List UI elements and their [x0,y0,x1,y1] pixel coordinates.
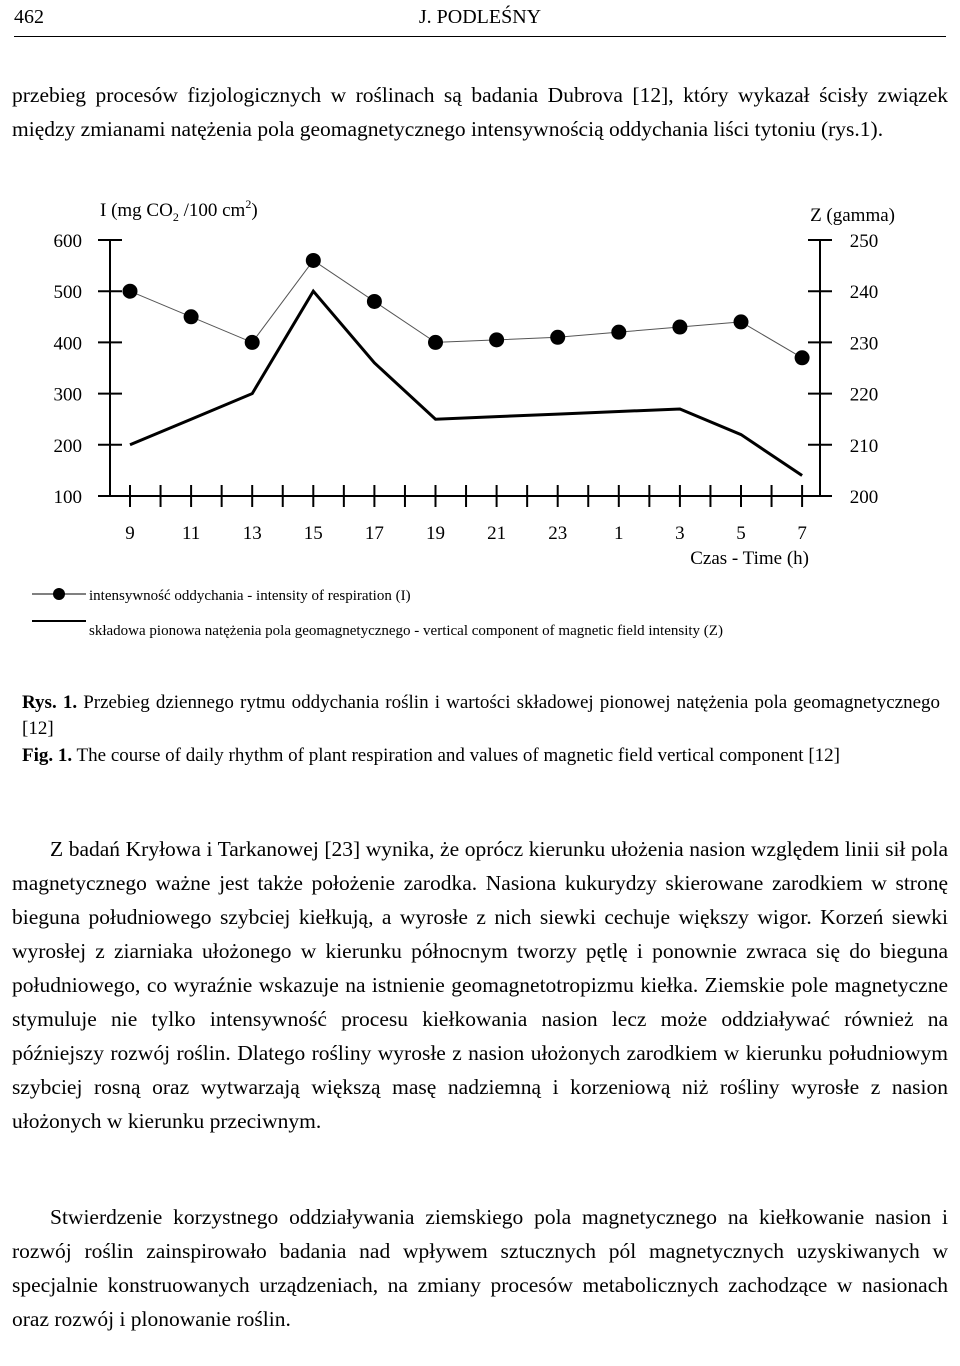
caption-label-en: Fig. 1. [22,745,73,766]
series-i-point [245,335,260,350]
figure-caption-pl [22,690,940,742]
left-tick-label: 300 [53,384,82,406]
series-i [123,253,810,365]
caption-label-pl: Rys. 1. [22,692,78,713]
body-paragraph-2: Stwierdzenie korzystnego oddziaływania ziemskiego pola magnetycznego na kiełkowanie nasion i rozwój roślin zainspirowało badania nad wpływem sztucznych pól magnetycznych uzyskiwanych w specjalnie konstruowanych urządzeniach, na zmiany procesów metabolicznych zachodzące w nasionach oraz rozwój i plonowanie roślin. [12,1205,948,1331]
page-header [14,0,946,37]
left-tick-label: 600 [53,231,82,252]
x-tick-label: 17 [364,523,384,544]
series-i-line [130,260,802,357]
left-tick-label: 500 [53,282,82,304]
x-tick-label: 9 [125,523,135,544]
series-z-line [130,291,802,475]
legend [32,588,723,639]
caption-text-en: The course of daily rhythm of plant respiration and values of magnetic field vertical component [12] [72,745,840,766]
running-head: J. PODLEŚNY [418,6,542,28]
right-tick-label: 230 [849,333,879,355]
legend-label-i: intensywność oddychania - intensity of respiration (I) [89,588,411,604]
x-tick-label: 1 [614,523,624,544]
x-tick-label: 13 [242,523,262,544]
series-i-point [795,350,810,365]
series-z [130,291,802,475]
series-i-point [550,330,565,345]
chart-axes [54,231,879,508]
series-i-point [428,335,443,350]
right-tick-label: 250 [849,231,879,252]
series-i-point [734,314,749,329]
series-i-point [367,294,382,309]
x-tick-label: 15 [303,523,323,544]
series-i-point [123,284,138,299]
series-i-point [672,320,687,335]
x-tick-label: 7 [797,523,807,544]
left-tick-label: 200 [53,435,82,457]
x-tick-label: 19 [426,523,445,544]
x-tick-label: 23 [548,523,568,544]
right-tick-label: 220 [849,384,879,406]
series-i-point [611,325,626,340]
right-tick-label: 200 [849,487,879,508]
body-paragraph-1: Z badań Kryłowa i Tarkanowej [23] wynika, że oprócz kierunku ułożenia nasion względem linii sił pola magnetycznego ważne jest także położenie zarodka. Nasiona kukurydzy skierowane zarodkiem w stronę bieguna południowego szybciej kiełkują, a wyrosłe z nich siewki cechuje większy wigor. Korzeń siewki wyrosłej z ziarniaka ułożonego w kierunku północnym tworzy pętlę i ponownie zwraca się do bieguna południowego, co wyraźnie wskazuje na istnienie geomagnetotropizmu kiełka. Ziemskie pole magnetyczne stymuluje nie tylko intensywność procesu kiełkowania nasion lecz może oddziaływać również na późniejszy rozwój roślin. Dlatego rośliny wyrosłe z nasion ułożonych zarodkiem w kierunku południowym szybciej rosną oraz wytwarzają większą masę nadziemną i korzeniową niż rośliny wyrosłe z nasion ułożonych w kierunku przeciwnym. [12,837,948,1133]
series-i-point [184,309,199,324]
x-tick-label: 21 [487,523,507,544]
left-tick-label: 400 [53,333,82,355]
x-axis-label: Czas - Time (h) [690,548,809,569]
right-axis-label: Z (gamma) [810,205,895,226]
caption-text-pl: Przebieg dziennego rytmu oddychania roślin i wartości składowej pionowej natężenia pola geomagnetycznego [12] [22,692,941,739]
left-tick-label: 100 [53,487,82,508]
series-i-point [489,332,504,347]
respiration-magnetic-chart [0,190,960,650]
legend-label-z: składowa pionowa natężenia pola geomagnetycznego - vertical component of magnetic field intensity (Z) [89,623,723,639]
page-number: 462 [14,6,44,28]
series-i-point [306,253,321,268]
right-tick-label: 240 [849,282,879,304]
figure-caption-en [22,743,940,769]
x-tick-labels [125,523,807,544]
left-axis-label: I (mg $CO_2$ /100 $cm^2$) [100,197,258,224]
intro-paragraph: przebieg procesów fizjologicznych w roślinach są badania Dubrova [12], który wykazał ścisły związek między zmianami natężenia pola geomagnetycznego intensywnością oddychania liści tytoniu (rys.1). [12,83,948,141]
legend-marker-i [53,588,65,600]
x-tick-label: 11 [181,523,201,544]
x-tick-label: 3 [675,523,685,544]
right-tick-label: 210 [849,435,879,457]
x-tick-label: 5 [736,523,746,544]
